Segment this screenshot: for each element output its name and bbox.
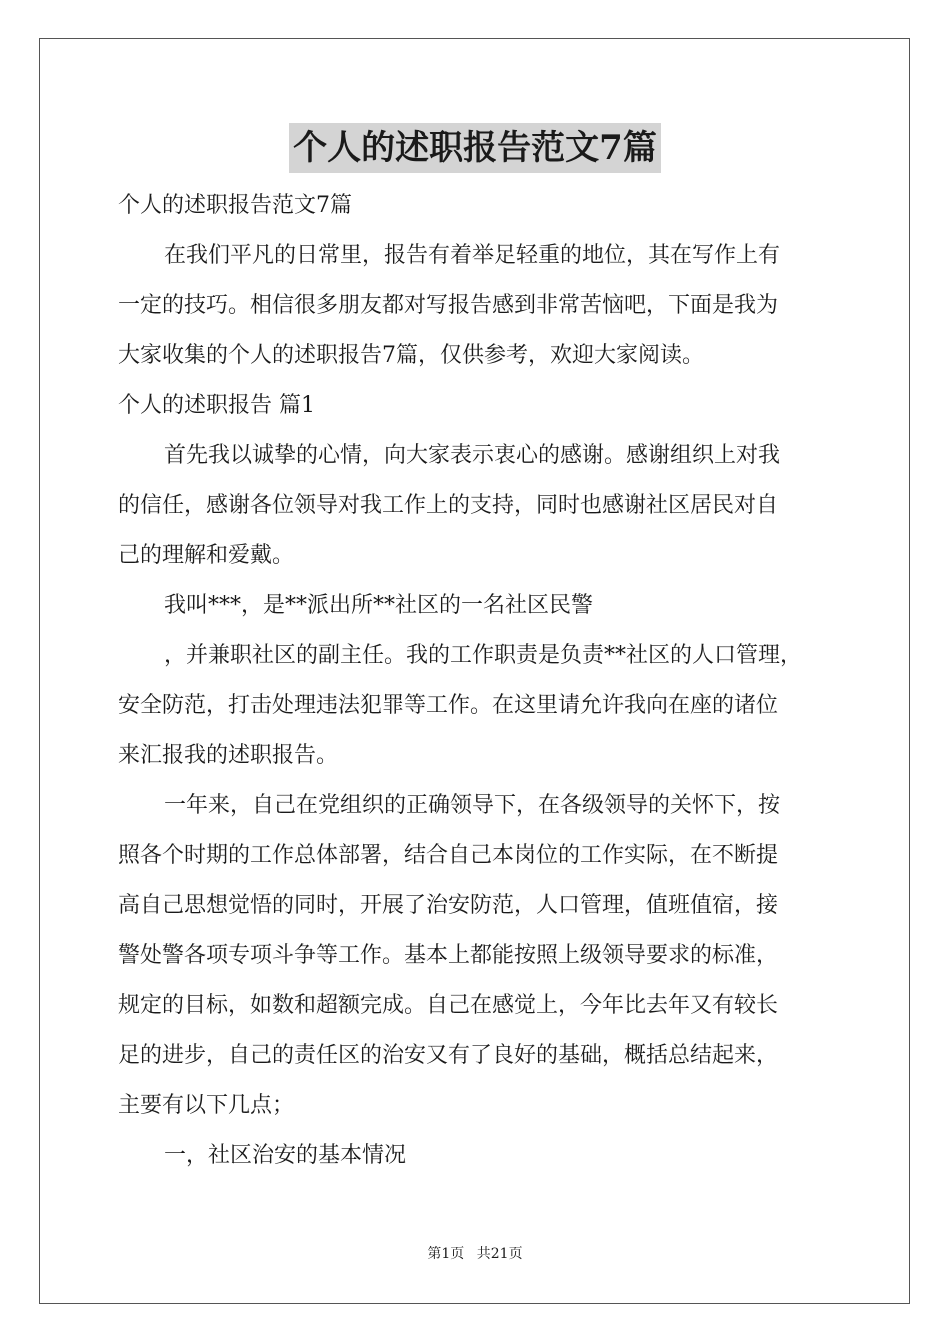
text-line: 的信任，感谢各位领导对我工作上的支持，同时也感谢社区居民对自 <box>118 493 779 518</box>
text-line: ，并兼职社区的副主任。我的工作职责是负责**社区的人口管理， <box>164 643 803 668</box>
page-total: 共21页 <box>476 1246 523 1262</box>
page-number: 第1页 <box>427 1246 465 1262</box>
text-line: 在我们平凡的日常里，报告有着举足轻重的地位，其在写作上有 <box>164 243 781 268</box>
document-title: 个人的述职报告范文7篇 <box>289 123 661 173</box>
text-line: 一，社区治安的基本情况 <box>164 1143 407 1168</box>
text-line: 安全防范，打击处理违法犯罪等工作。在这里请允许我向在座的诸位 <box>118 693 779 718</box>
text-line: 高自己思想觉悟的同时，开展了治安防范，人口管理，值班值宿，接 <box>118 893 779 918</box>
document-body <box>118 181 838 1181</box>
text-line: 个人的述职报告 篇1 <box>118 393 315 418</box>
text-line: 警处警各项专项斗争等工作。基本上都能按照上级领导要求的标准， <box>118 943 779 968</box>
text-line: 个人的述职报告范文7篇 <box>118 193 352 218</box>
text-line: 主要有以下几点； <box>118 1093 295 1118</box>
text-line: 一年来，自己在党组织的正确领导下，在各级领导的关怀下，按 <box>164 793 781 818</box>
text-line: 规定的目标，如数和超额完成。自己在感觉上，今年比去年又有较长 <box>118 993 779 1018</box>
text-line: 首先我以诚挚的心情，向大家表示衷心的感谢。感谢组织上对我 <box>164 443 781 468</box>
title-container <box>0 123 950 173</box>
text-line: 己的理解和爱戴。 <box>118 543 295 568</box>
text-line: 一定的技巧。相信很多朋友都对写报告感到非常苦恼吧，下面是我为 <box>118 293 779 318</box>
text-line: 来汇报我的述职报告。 <box>118 743 339 768</box>
page-footer <box>0 1244 950 1264</box>
text-line: 我叫***，是**派出所**社区的一名社区民警 <box>164 593 594 618</box>
text-line: 照各个时期的工作总体部署，结合自己本岗位的工作实际，在不断提 <box>118 843 779 868</box>
text-line: 足的进步，自己的责任区的治安又有了良好的基础，概括总结起来， <box>118 1043 779 1068</box>
text-line: 大家收集的个人的述职报告7篇，仅供参考，欢迎大家阅读。 <box>118 343 704 368</box>
